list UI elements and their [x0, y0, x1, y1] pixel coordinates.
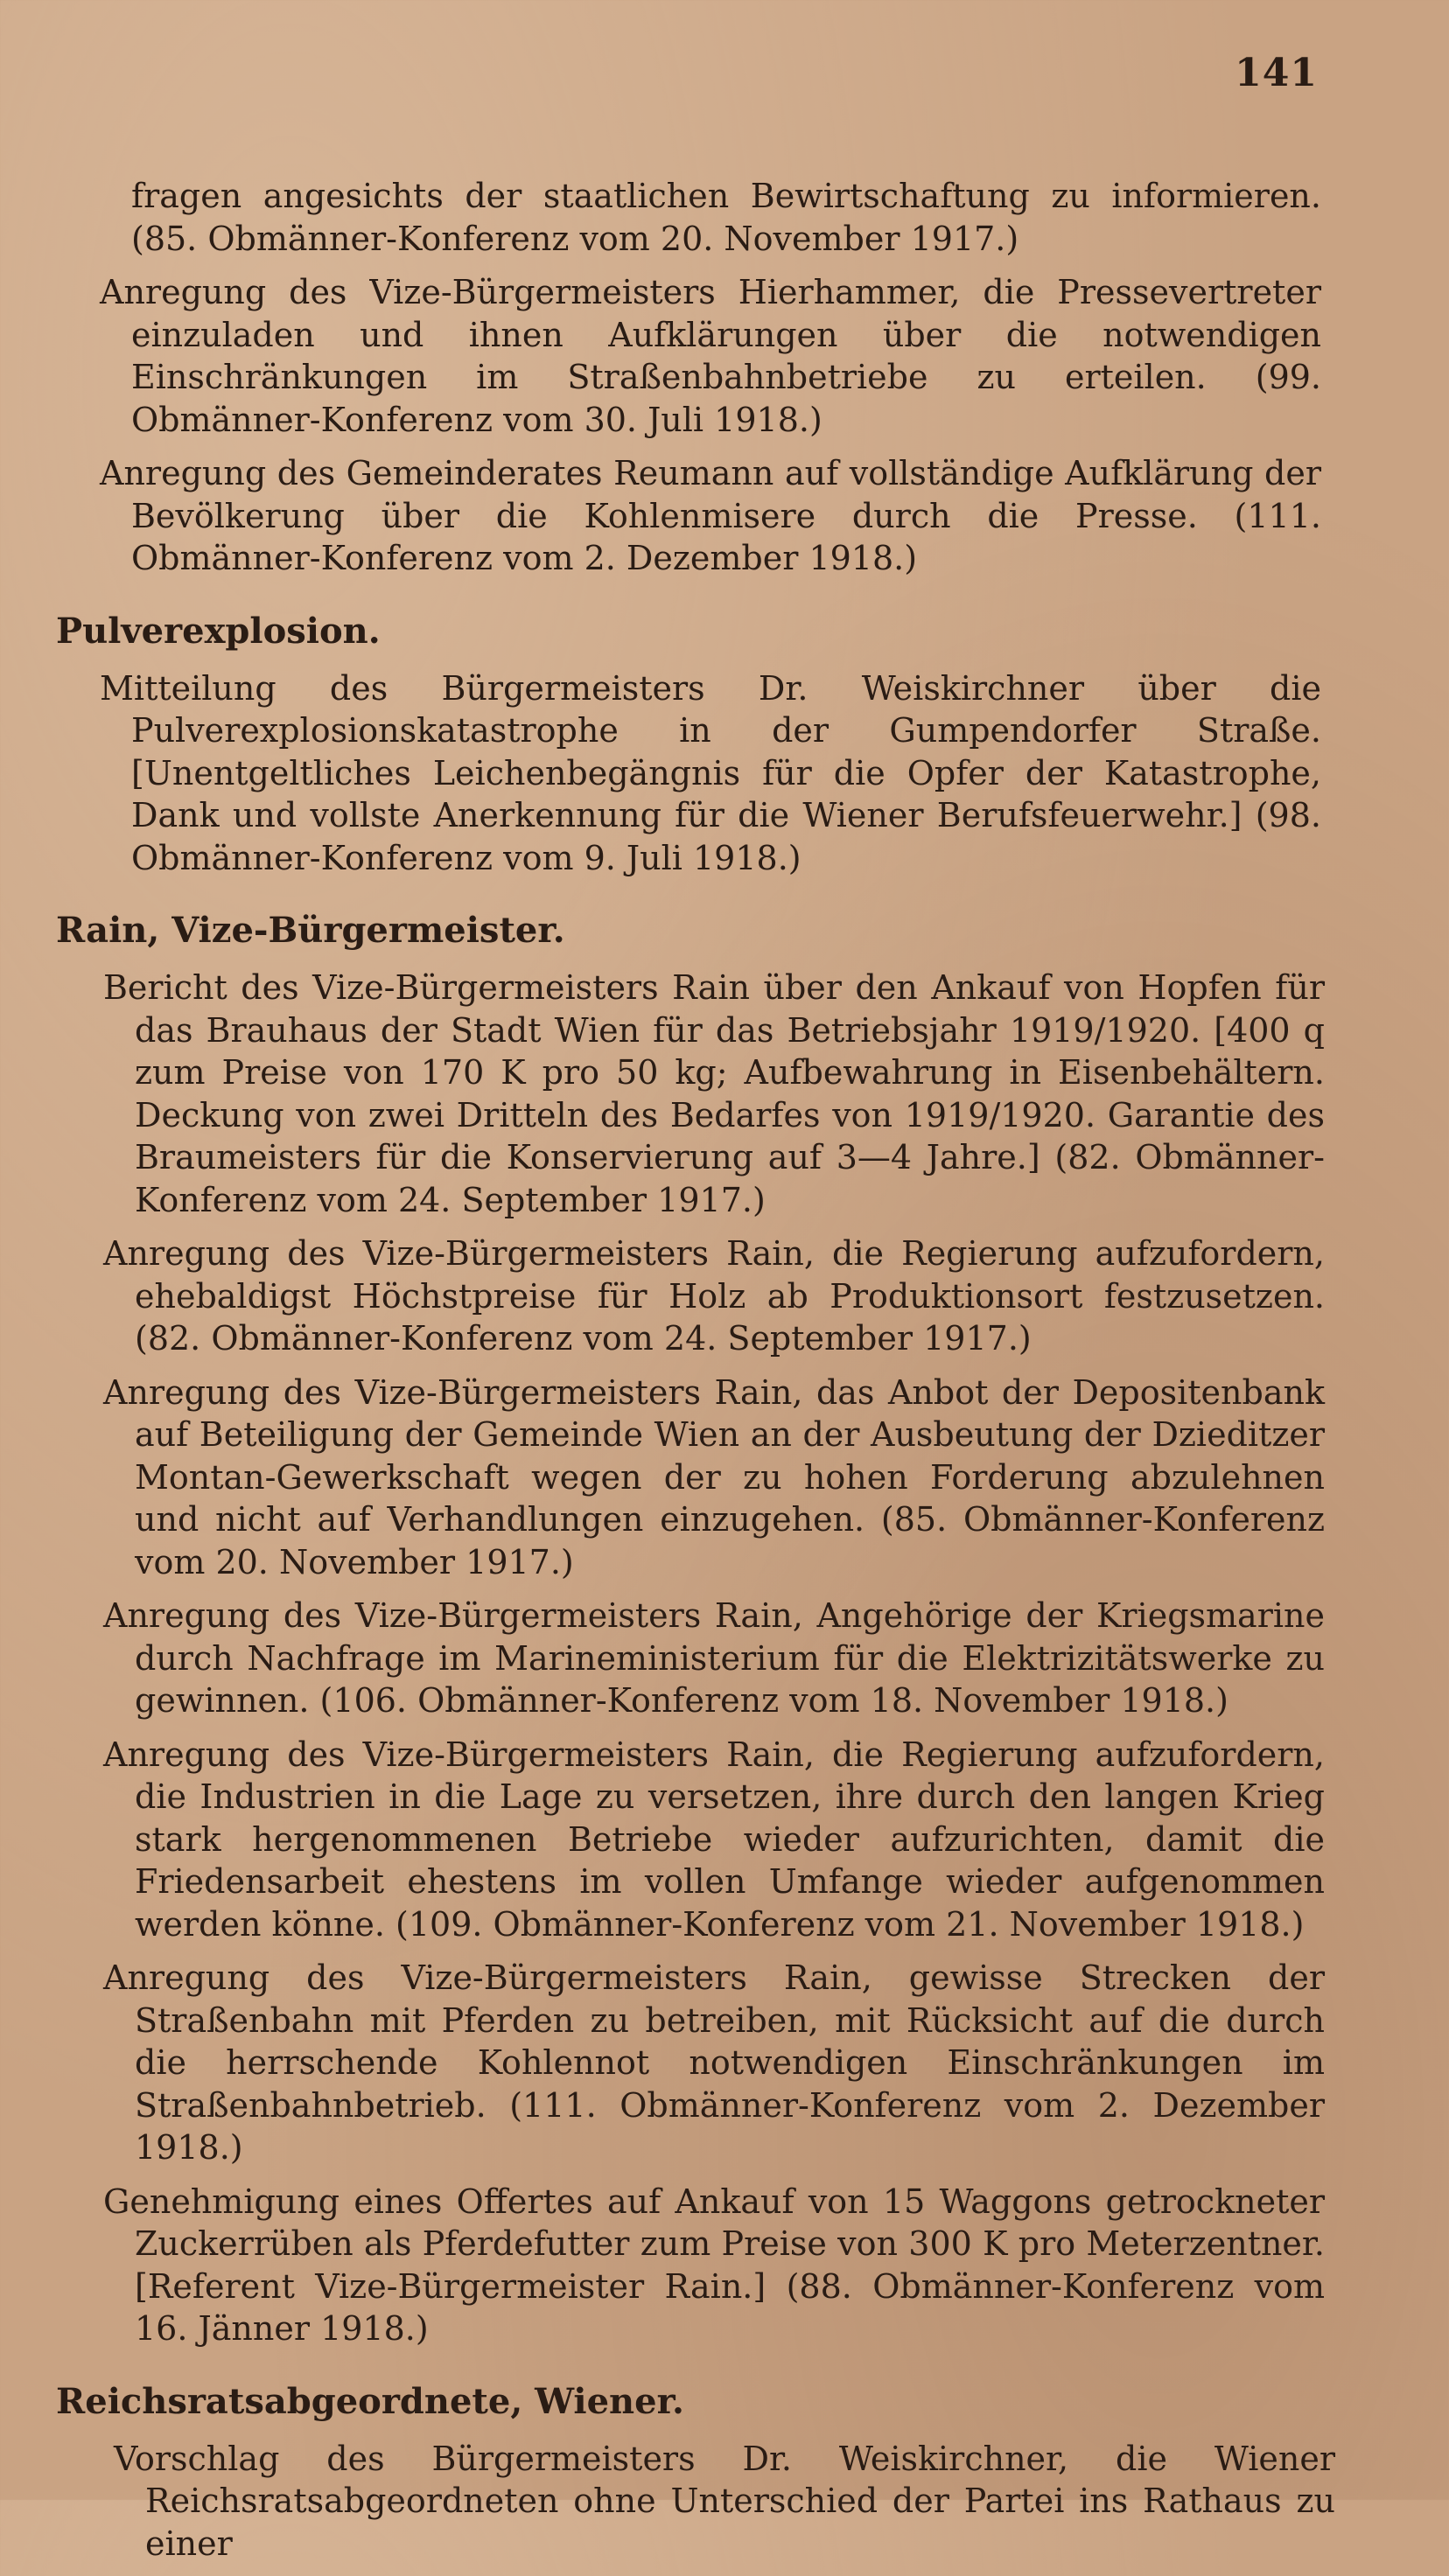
entry: Bericht des Vize-Bürgermeisters Rain über den Ankauf von Hopfen für das Brauhaus der Stadt Wien für das Betriebsjahr 1919/1920. [400 q zum Preise von 170 K pro 50 kg; Aufbewahrung in Eisenbehältern. Deckung von zwei Dritteln des Bedarfes von 1919/1920. Garantie des Braumeisters für die Konservierung auf 3—4 Jahre.] (82. Obmänner-Konferenz vom 24. September 1917.) [103, 968, 1325, 1219]
entry: Vorschlag des Bürgermeisters Dr. Weiskirchner, die Wiener Reichsratsabgeordneten ohne Unterschied der Partei ins Rathaus zu einer [114, 2439, 1335, 2563]
entry: Mitteilung des Bürgermeisters Dr. Weiskirchner über die Pulverexplosionskatastrophe in der Gumpendorfer Straße. [Unentgeltliches Leichenbegängnis für die Opfer der Katastrophe, Dank und vollste Anerkennung für die Wiener Berufsfeuerwehr.] (98. Obmänner-Konferenz vom 9. Juli 1918.) [100, 668, 1321, 877]
page-number: 141 [1235, 51, 1318, 95]
entry: Genehmigung eines Offertes auf Ankauf von 15 Waggons getrockneter Zuckerrüben als Pferdefutter zum Preise von 300 K pro Meterzentner. [Referent Vize-Bürgermeister Rain.] (88. Obmänner-Konferenz vom 16. Jänner 1918.) [103, 2182, 1325, 2348]
entry: Anregung des Vize-Bürgermeisters Rain, die Regierung aufzufordern, ehebaldigst Höchstpreise für Holz ab Produktionsort festzusetzen. (82. Obmänner-Konferenz vom 24. September 1917.) [103, 1234, 1325, 1358]
entry: Anregung des Vize-Bürgermeisters Rain, gewisse Strecken der Straßenbahn mit Pferden zu betreiben, mit Rücksicht auf die durch die herrschende Kohlennot notwendigen Einschränkungen im Straßenbahnbetrieb. (111. Obmänner-Konferenz vom 2. Dezember 1918.) [103, 1958, 1325, 2167]
entry: Anregung des Gemeinderates Reumann auf vollständige Aufklärung der Bevölkerung über die Kohlenmisere durch die Presse. (111. Obmänner-Konferenz vom 2. Dezember 1918.) [100, 454, 1321, 577]
entry: Anregung des Vize-Bürgermeisters Rain, Angehörige der Kriegsmarine durch Nachfrage im Marineministerium für die Elektrizitätswerke zu gewinnen. (106. Obmänner-Konferenz vom 18. November 1918.) [103, 1596, 1325, 1720]
entry-continued: fragen angesichts der staatlichen Bewirtschaftung zu informieren. (85. Obmänner-Konferenz vom 20. November 1917.) [131, 177, 1321, 258]
entry: Anregung des Vize-Bürgermeisters Hierhammer, die Pressevertreter einzuladen und ihnen Aufklärungen über die notwendigen Einschränkungen im Straßenbahnbetriebe zu erteilen. (99. Obmänner-Konferenz vom 30. Juli 1918.) [100, 273, 1321, 439]
section-heading: Pulverexplosion. [56, 610, 381, 652]
document-body [0, 175, 1449, 2576]
section-heading: Rain, Vize-Bürgermeister. [56, 910, 565, 951]
entry: Anregung des Vize-Bürgermeisters Rain, das Anbot der Depositenbank auf Beteiligung der Gemeinde Wien an der Ausbeutung der Dzieditzer Montan-Gewerkschaft wegen der zu hohen Forderung abzulehnen und nicht auf Verhandlungen einzugehen. (85. Obmänner-Konferenz vom 20. November 1917.) [103, 1372, 1325, 1581]
section-heading: Reichsratsabgeordnete, Wiener. [56, 2380, 684, 2422]
entry: Anregung des Vize-Bürgermeisters Rain, die Regierung aufzufordern, die Industrien in die Lage zu versetzen, ihre durch den langen Krieg stark hergenommenen Betriebe wieder aufzurichten, damit die Friedensarbeit ehestens im vollen Umfange wieder aufgenommen werden könne. (109. Obmänner-Konferenz vom 21. November 1918.) [103, 1735, 1325, 1944]
